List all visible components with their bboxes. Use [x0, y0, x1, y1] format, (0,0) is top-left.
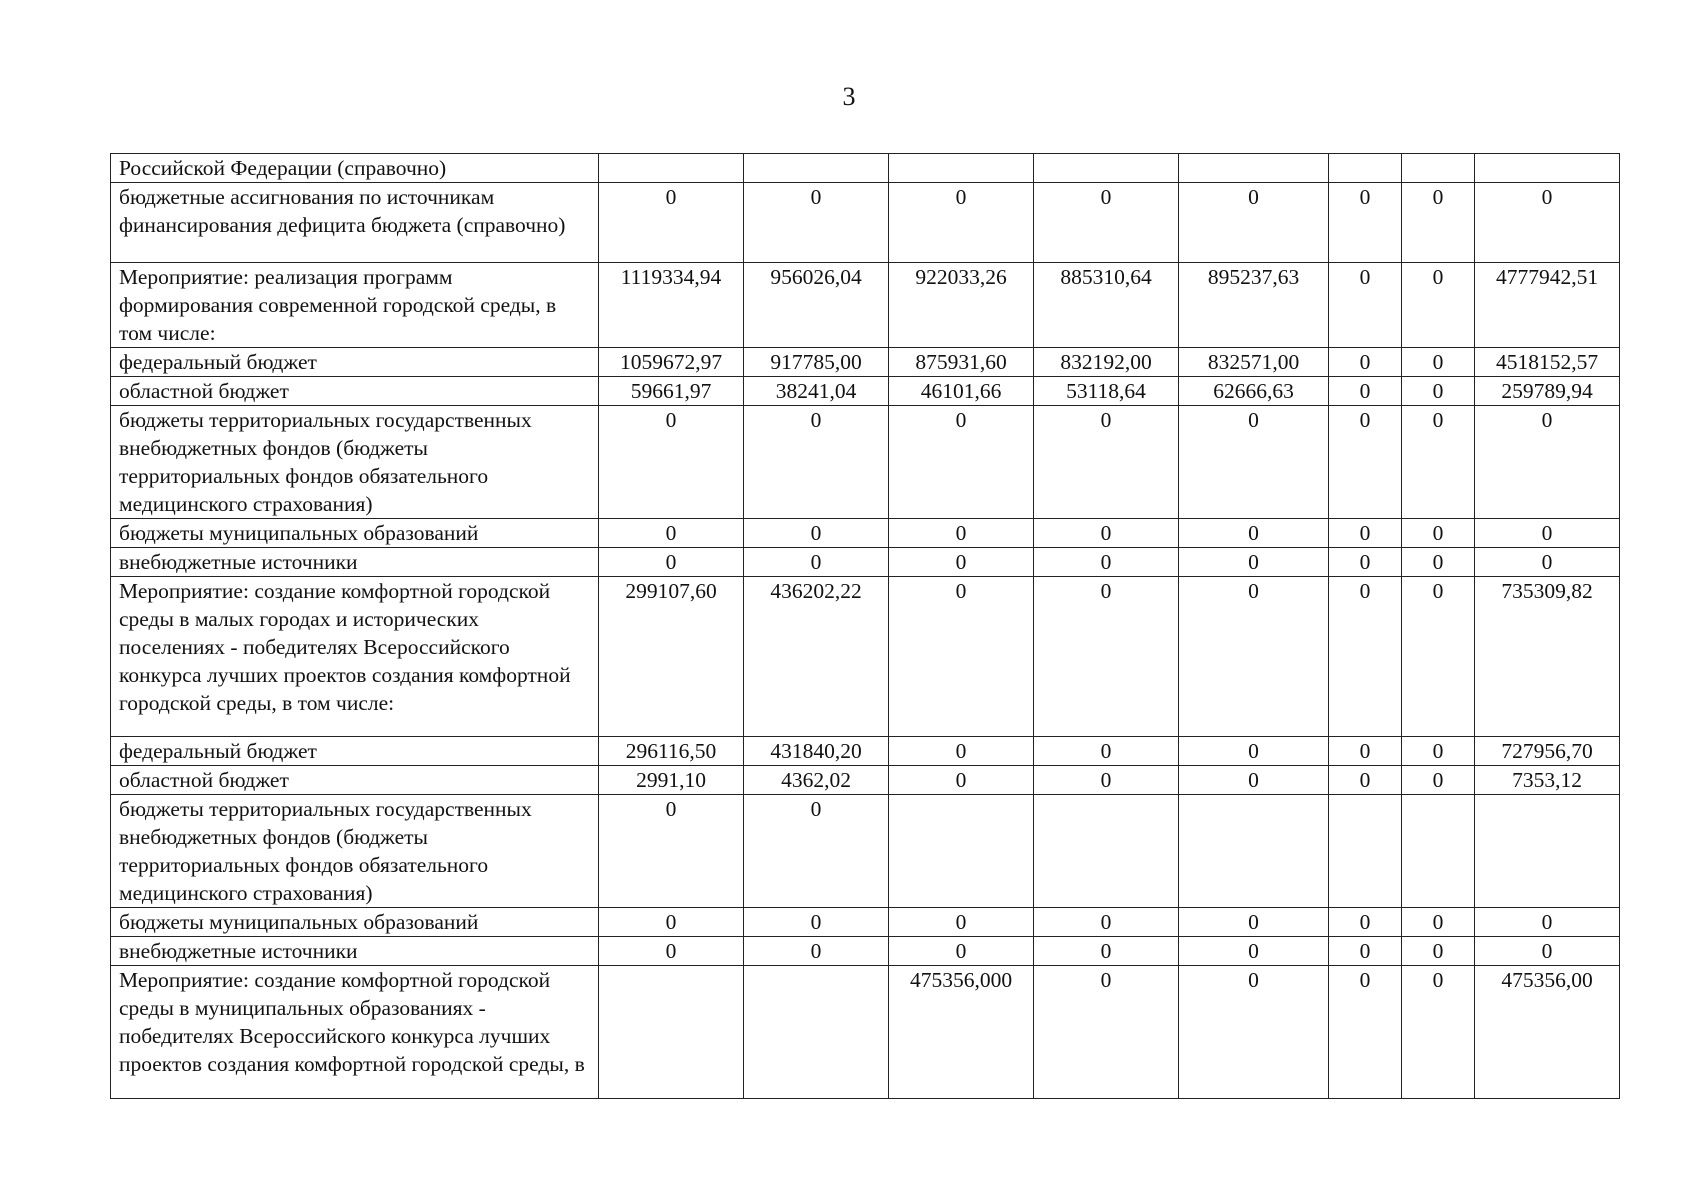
value-cell: 0	[889, 519, 1034, 548]
value-cell: 1119334,94	[599, 263, 744, 348]
value-cell: 0	[1475, 183, 1620, 263]
value-cell: 875931,60	[889, 348, 1034, 377]
value-cell	[1402, 795, 1475, 908]
value-cell	[599, 966, 744, 1099]
value-cell: 0	[889, 548, 1034, 577]
table-row	[111, 519, 1620, 548]
value-cell: 0	[599, 406, 744, 519]
table-row	[111, 183, 1620, 263]
table-row	[111, 263, 1620, 348]
value-cell: 0	[1179, 577, 1329, 737]
value-cell: 0	[1329, 766, 1402, 795]
row-label: Мероприятие: реализация программ формирования современной городской среды, в том числе:	[111, 263, 599, 348]
value-cell	[1329, 154, 1402, 183]
value-cell: 0	[744, 183, 889, 263]
value-cell: 895237,63	[1179, 263, 1329, 348]
value-cell: 0	[1034, 183, 1179, 263]
value-cell: 0	[744, 908, 889, 937]
value-cell: 0	[1179, 183, 1329, 263]
value-cell: 0	[1034, 406, 1179, 519]
value-cell: 0	[1402, 263, 1475, 348]
value-cell: 0	[1179, 519, 1329, 548]
value-cell: 885310,64	[1034, 263, 1179, 348]
value-cell: 0	[1034, 737, 1179, 766]
value-cell: 299107,60	[599, 577, 744, 737]
value-cell: 62666,63	[1179, 377, 1329, 406]
value-cell: 0	[1329, 183, 1402, 263]
value-cell: 0	[1329, 966, 1402, 1099]
value-cell: 38241,04	[744, 377, 889, 406]
table-row	[111, 577, 1620, 737]
value-cell: 0	[599, 937, 744, 966]
value-cell: 0	[1179, 548, 1329, 577]
value-cell: 0	[1475, 519, 1620, 548]
row-label: Российской Федерации (справочно)	[111, 154, 599, 183]
value-cell	[1034, 154, 1179, 183]
value-cell: 0	[1402, 183, 1475, 263]
value-cell: 0	[889, 737, 1034, 766]
value-cell: 7353,12	[1475, 766, 1620, 795]
value-cell	[1034, 795, 1179, 908]
value-cell: 4777942,51	[1475, 263, 1620, 348]
budget-table	[110, 153, 1620, 1099]
row-label: федеральный бюджет	[111, 737, 599, 766]
value-cell: 0	[1034, 766, 1179, 795]
value-cell: 0	[744, 406, 889, 519]
table-row	[111, 766, 1620, 795]
value-cell: 0	[1402, 519, 1475, 548]
value-cell: 53118,64	[1034, 377, 1179, 406]
row-label: федеральный бюджет	[111, 348, 599, 377]
value-cell: 0	[1034, 548, 1179, 577]
table-row	[111, 966, 1620, 1099]
value-cell: 727956,70	[1475, 737, 1620, 766]
value-cell: 0	[1179, 766, 1329, 795]
value-cell: 0	[744, 548, 889, 577]
value-cell: 0	[1329, 406, 1402, 519]
value-cell: 0	[1402, 766, 1475, 795]
value-cell: 0	[1402, 548, 1475, 577]
value-cell: 0	[889, 577, 1034, 737]
value-cell: 59661,97	[599, 377, 744, 406]
value-cell: 4362,02	[744, 766, 889, 795]
value-cell: 0	[1034, 577, 1179, 737]
value-cell: 0	[1329, 737, 1402, 766]
value-cell: 735309,82	[1475, 577, 1620, 737]
value-cell: 922033,26	[889, 263, 1034, 348]
row-label: бюджетные ассигнования по источникам финансирования дефицита бюджета (справочно)	[111, 183, 599, 263]
value-cell: 0	[1475, 908, 1620, 937]
page-number: 3	[842, 82, 856, 111]
value-cell: 0	[599, 908, 744, 937]
value-cell: 436202,22	[744, 577, 889, 737]
value-cell: 0	[1402, 966, 1475, 1099]
row-label: бюджеты территориальных государственных внебюджетных фондов (бюджеты территориальных фондов обязательного медицинского страхования)	[111, 406, 599, 519]
row-label: Мероприятие: создание комфортной городской среды в малых городах и исторических поселениях - победителях Всероссийского конкурса лучших проектов создания комфортной городской среды, в том числе:	[111, 577, 599, 737]
value-cell	[1179, 154, 1329, 183]
value-cell	[744, 154, 889, 183]
value-cell: 0	[1179, 937, 1329, 966]
value-cell: 0	[1329, 377, 1402, 406]
value-cell: 0	[1034, 519, 1179, 548]
row-label: Мероприятие: создание комфортной городской среды в муниципальных образованиях - победителях Всероссийского конкурса лучших проектов создания комфортной городской среды, в	[111, 966, 599, 1099]
table-row	[111, 908, 1620, 937]
value-cell: 0	[1329, 519, 1402, 548]
value-cell: 0	[744, 795, 889, 908]
value-cell: 0	[1402, 406, 1475, 519]
value-cell: 0	[1329, 908, 1402, 937]
value-cell: 0	[1034, 908, 1179, 937]
value-cell: 0	[1179, 406, 1329, 519]
value-cell: 0	[599, 183, 744, 263]
value-cell: 0	[1402, 377, 1475, 406]
value-cell	[599, 154, 744, 183]
value-cell	[1329, 795, 1402, 908]
value-cell: 4518152,57	[1475, 348, 1620, 377]
value-cell: 0	[1179, 908, 1329, 937]
row-label: внебюджетные источники	[111, 937, 599, 966]
value-cell: 0	[1329, 263, 1402, 348]
value-cell: 0	[1329, 348, 1402, 377]
value-cell: 0	[1402, 348, 1475, 377]
value-cell: 832571,00	[1179, 348, 1329, 377]
value-cell	[1179, 795, 1329, 908]
value-cell: 0	[1329, 937, 1402, 966]
value-cell: 956026,04	[744, 263, 889, 348]
value-cell	[889, 795, 1034, 908]
value-cell	[1475, 154, 1620, 183]
value-cell	[1402, 154, 1475, 183]
value-cell: 2991,10	[599, 766, 744, 795]
value-cell: 917785,00	[744, 348, 889, 377]
value-cell: 1059672,97	[599, 348, 744, 377]
value-cell	[744, 966, 889, 1099]
value-cell: 0	[1475, 406, 1620, 519]
table-row	[111, 348, 1620, 377]
value-cell: 0	[1402, 937, 1475, 966]
value-cell: 0	[889, 937, 1034, 966]
table-row	[111, 795, 1620, 908]
value-cell: 0	[1475, 548, 1620, 577]
row-label: бюджеты территориальных государственных внебюджетных фондов (бюджеты территориальных фондов обязательного медицинского страхования)	[111, 795, 599, 908]
value-cell: 475356,000	[889, 966, 1034, 1099]
row-label: бюджеты муниципальных образований	[111, 519, 599, 548]
value-cell: 0	[1329, 548, 1402, 577]
value-cell: 475356,00	[1475, 966, 1620, 1099]
value-cell: 0	[1179, 737, 1329, 766]
value-cell: 0	[1034, 937, 1179, 966]
table-row	[111, 377, 1620, 406]
value-cell: 0	[1475, 937, 1620, 966]
value-cell: 0	[599, 795, 744, 908]
row-label: бюджеты муниципальных образований	[111, 908, 599, 937]
value-cell: 0	[744, 937, 889, 966]
value-cell	[1475, 795, 1620, 908]
value-cell: 0	[599, 548, 744, 577]
value-cell: 431840,20	[744, 737, 889, 766]
value-cell: 0	[1329, 577, 1402, 737]
table-row	[111, 406, 1620, 519]
value-cell: 296116,50	[599, 737, 744, 766]
value-cell: 46101,66	[889, 377, 1034, 406]
value-cell: 0	[889, 766, 1034, 795]
row-label: областной бюджет	[111, 377, 599, 406]
table-row	[111, 937, 1620, 966]
value-cell: 0	[1402, 737, 1475, 766]
value-cell: 259789,94	[1475, 377, 1620, 406]
table-row	[111, 154, 1620, 183]
value-cell: 0	[889, 908, 1034, 937]
value-cell: 0	[1402, 908, 1475, 937]
table-row	[111, 737, 1620, 766]
value-cell: 0	[1034, 966, 1179, 1099]
value-cell: 0	[1402, 577, 1475, 737]
value-cell	[889, 154, 1034, 183]
value-cell: 832192,00	[1034, 348, 1179, 377]
table-row	[111, 548, 1620, 577]
value-cell: 0	[1179, 966, 1329, 1099]
value-cell: 0	[889, 183, 1034, 263]
value-cell: 0	[744, 519, 889, 548]
value-cell: 0	[599, 519, 744, 548]
value-cell: 0	[889, 406, 1034, 519]
row-label: внебюджетные источники	[111, 548, 599, 577]
row-label: областной бюджет	[111, 766, 599, 795]
